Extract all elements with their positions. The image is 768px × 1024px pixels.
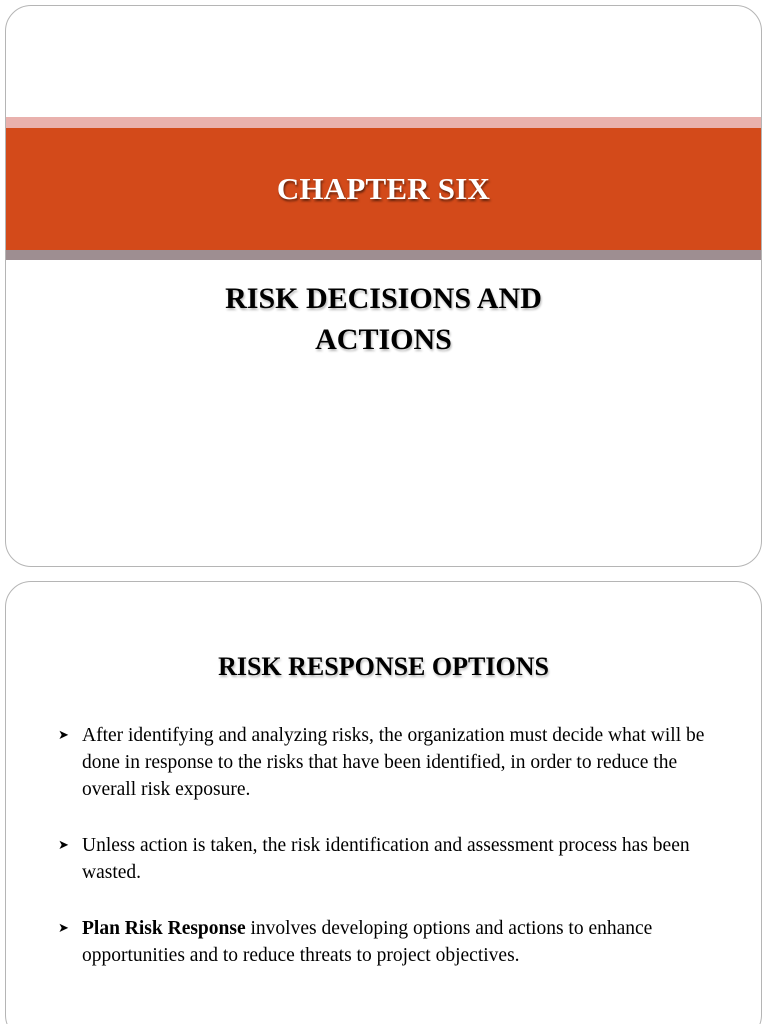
arrowhead-bullet-icon: ➤	[58, 921, 69, 936]
chapter-subtitle	[6, 278, 761, 360]
subtitle-line-1: RISK DECISIONS AND	[225, 282, 542, 315]
bullet-text: After identifying and analyzing risks, the organization must decide what will be done in response to the risks that have been identified, in order to reduce the overall risk exposure.	[82, 725, 705, 800]
arrowhead-bullet-icon: ➤	[58, 728, 69, 743]
bullet-item-2	[58, 832, 718, 886]
bullet-text: Unless action is taken, the risk identification and assessment process has been wasted.	[82, 835, 690, 883]
slide-chapter-six	[5, 5, 762, 567]
slide-risk-response-options	[5, 581, 762, 1024]
bullet-item-1	[58, 722, 718, 803]
bullet-list	[58, 722, 718, 998]
subtitle-line-2: ACTIONS	[315, 323, 452, 356]
title-band-bottom-stripe	[6, 250, 761, 260]
title-band	[6, 128, 761, 250]
arrowhead-bullet-icon: ➤	[58, 838, 69, 853]
bullet-item-3	[58, 915, 718, 969]
bullet-bold-term: Plan Risk Response	[82, 918, 246, 939]
chapter-title: CHAPTER SIX	[276, 171, 491, 206]
bullet-text: involves developing options and actions to enhance opportunities and to reduce threats to project objectives.	[82, 918, 653, 966]
title-band-top-stripe	[6, 117, 761, 128]
slide-title: RISK RESPONSE OPTIONS	[218, 652, 549, 681]
